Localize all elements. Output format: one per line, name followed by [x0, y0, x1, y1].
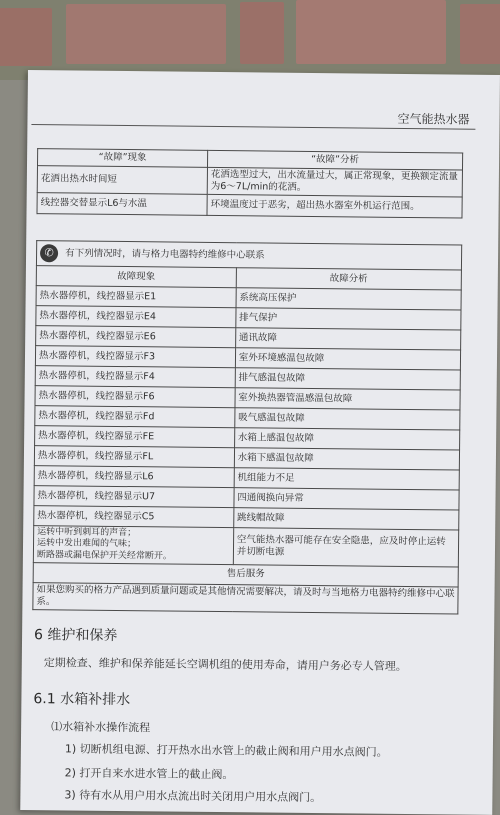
- table1-analysis: 环境温度过于恶劣，超出热水器室外机运行范围。: [207, 194, 462, 218]
- table2-analysis: 四通阀换向异常: [234, 488, 459, 510]
- table2-symptom: 热水器停机，线控器显示F6: [35, 386, 235, 408]
- section-6-title: 6 维护和保养: [33, 627, 118, 644]
- contact-notice: 有下列情况时，请与格力电器特约维修中心联系: [65, 247, 265, 261]
- table2-symptom: 热水器停机，线控器显示Fd: [35, 406, 235, 428]
- table2-special-analysis: 空气能热水器可能存在安全隐患，应及时停止运转并切断电源: [233, 528, 459, 567]
- table2-analysis: 室外环境感温包故障: [235, 348, 460, 370]
- header-title: 空气能热水器: [397, 111, 470, 127]
- table2-analysis: 排气保护: [236, 308, 461, 330]
- table2-symptom: 热水器停机，线控器显示L6: [34, 466, 234, 488]
- table2-symptom: 热水器停机，线控器显示F3: [35, 346, 235, 368]
- after-sales-title: 售后服务: [33, 562, 458, 586]
- table2-analysis: 机组能力不足: [234, 468, 459, 490]
- table2-symptom: 热水器停机，线控器显示U7: [34, 486, 234, 508]
- special-symptom-line: 运转中听到刺耳的声音；: [37, 527, 137, 539]
- table2-analysis: 水箱上感温包故障: [234, 428, 459, 450]
- step-item: 3) 待有水从用户用水点流出时关闭用户用水点阀门。: [64, 788, 322, 805]
- table2-analysis: 跳线帽故障: [233, 508, 458, 530]
- table2-analysis: 通讯故障: [235, 328, 460, 350]
- table2-analysis: 水箱下感温包故障: [234, 448, 459, 470]
- table2-analysis: 系统高压保护: [236, 288, 461, 310]
- document-page: [20, 70, 500, 815]
- special-symptom-line: 断路器或漏电保护开关经常断开。: [36, 549, 172, 562]
- table2-analysis: 排气感温包故障: [235, 368, 460, 390]
- section-6-1-subtitle: ⑴水箱补水操作流程: [51, 720, 151, 735]
- table1-symptom: 花洒出热水时间短: [37, 166, 207, 195]
- table2-analysis: 吸气感温包故障: [235, 408, 460, 430]
- table-row: [33, 526, 458, 567]
- step-item: 1) 切断机组电源、打开热水出水管上的截止阀和用户用水点阀门。: [64, 742, 388, 759]
- table1-header-analysis: “故障”分析: [207, 150, 462, 170]
- table2-special-symptom: [33, 526, 233, 565]
- table2-symptom: 热水器停机，线控器显示FE: [35, 426, 235, 448]
- step-item: 2) 打开自来水进水管上的截止阀。: [64, 766, 234, 782]
- after-sales-text: 如果您购买的格力产品遇到质量问题或是其他情况需要解决，请及时与当地格力电器特约维修中心联系。: [33, 582, 458, 613]
- table1-analysis: 花洒选型过大，出水流量过大，属正常现象，更换额定流量为6～7L/min的花洒。: [207, 167, 462, 196]
- section-6-text: 定期检查、维护和保养能延长空调机组的使用寿命，请用户务必专人管理。: [43, 656, 407, 673]
- phone-icon: ✆: [40, 244, 58, 262]
- table1-symptom: 线控器交替显示L6与水温: [37, 192, 207, 215]
- fault-code-table: [32, 240, 462, 614]
- fault-phenomenon-table: [36, 148, 463, 218]
- table2-header-symptom: 故障现象: [36, 266, 236, 288]
- section-6-1-title: 6.1 水箱补排水: [33, 691, 131, 709]
- table1-header-symptom: “故障”现象: [37, 149, 207, 168]
- table2-symptom: 热水器停机，线控器显示E6: [36, 326, 236, 348]
- table2-symptom: 热水器停机，线控器显示C5: [34, 506, 234, 528]
- table2-symptom: 热水器停机，线控器显示F4: [35, 366, 235, 388]
- table2-symptom: 热水器停机，线控器显示E1: [36, 286, 236, 308]
- table2-analysis: 室外换热器管温感温包故障: [235, 388, 460, 410]
- table-row: [37, 192, 462, 217]
- table2-header-analysis: 故障分析: [236, 268, 461, 290]
- special-symptom-line: 运转中发出难闻的气味；: [36, 538, 137, 550]
- table2-symptom: 热水器停机，线控器显示E4: [36, 306, 236, 328]
- table2-symptom: 热水器停机，线控器显示FL: [34, 446, 234, 468]
